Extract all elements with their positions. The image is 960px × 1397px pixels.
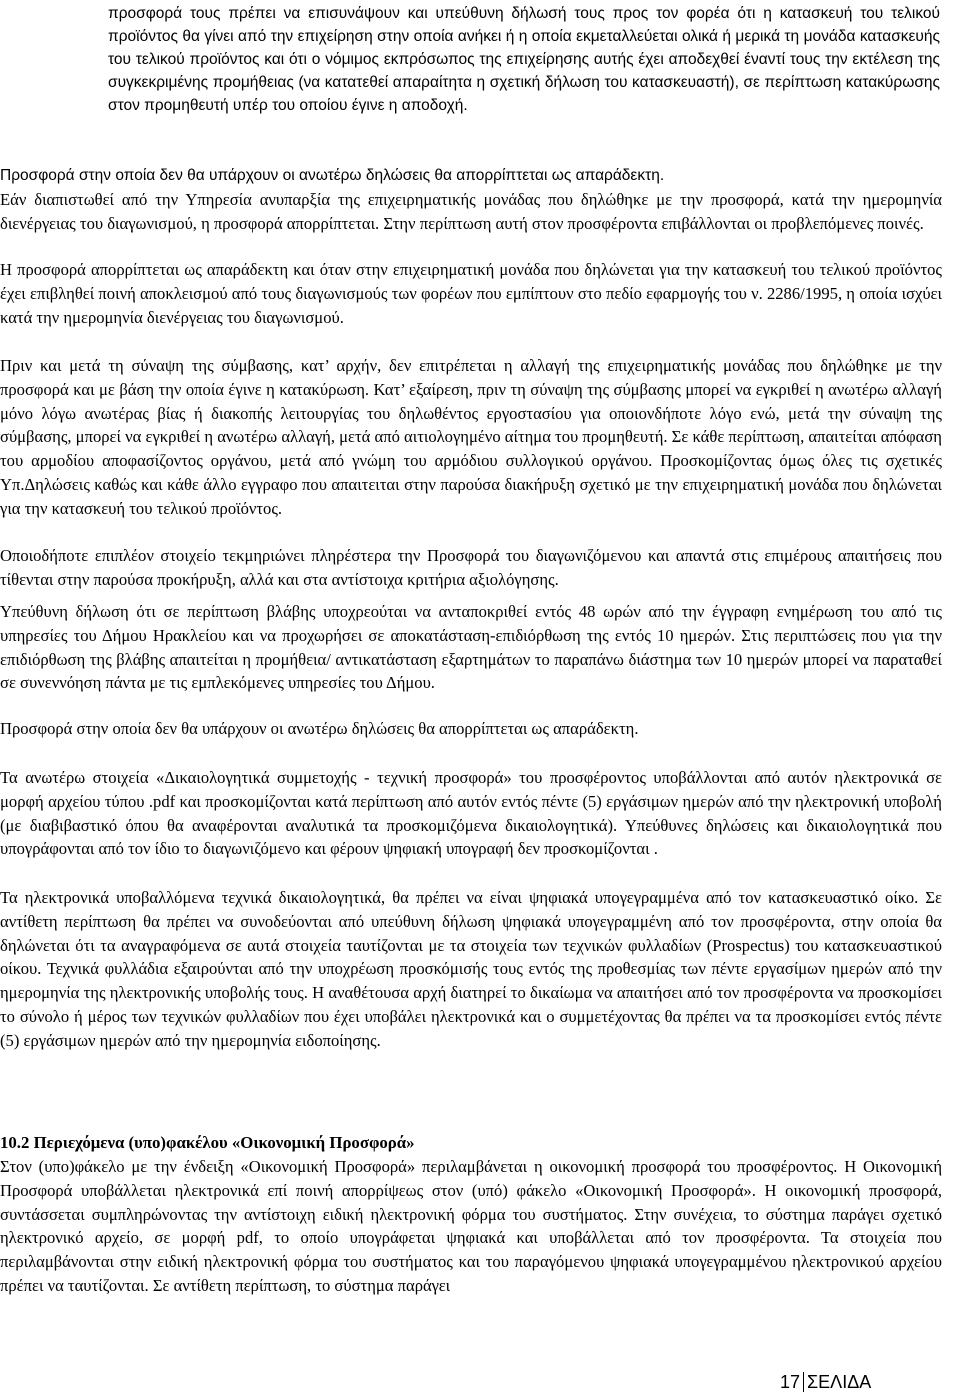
unit-change-paragraph: Πριν και μετά τη σύναψη της σύμβασης, κατ’ αρχήν, δεν επιτρέπεται η αλλαγή της επιχειρηματικής μονάδας που δηλώθηκε με την προσφορά και με βάση την οποία έγινε η κατακύρωση. Κατ’ εξαίρεση, πριν τη σύναψη της σύμβασης μπορεί να εγκριθεί η ανωτέρω αλλαγή μόνο λόγω ανωτέρας βίας ή διακοπής λειτουργίας του δηλωθέντος εργοστασίου για οποιονδήποτε λόγο ενώ, μετά την σύναψη της σύμβασης, μπορεί να εγκριθεί η ανωτέρω αλλαγή, μετά από αιτιολογημένο αίτημα του προμηθευτή. Σε κάθε περίπτωση, απαιτείται απόφαση του αρμοδίου αποφασίζοντος οργάνου, μετά από γνώμη του αρμόδιου συλλογικού οργάνου. Προσκομίζοντας όμως όλες τις σχετικές Υπ.Δηλώσεις καθώς και κάθε άλλο εγγραφο που απαιτειται στην παρούσα διακήρυξη σχετικό με την επιχειρηματική μονάδα που δηλώνεται για την κατασκευή του τελικού προϊόντος. <box>0 356 942 518</box>
unit-nonexistence-paragraph: Εάν διαπιστωθεί από την Υπηρεσία ανυπαρξία της επιχειρηματικής μονάδας που δηλώθηκε με την προσφορά, κατά την ημερομηνία διενέργειας του διαγωνισμού, η προσφορά απορρίπτεται. Στην περίπτωση αυτή στον προσφέροντα επιβάλλονται οι προβλεπόμενες ποινές. <box>0 190 942 233</box>
rejection-notice-paragraph: Προσφορά στην οποία δεν θα υπάρχουν οι ανωτέρω δηλώσεις θα απορρίπτεται ως απαράδεκτη. <box>0 167 665 184</box>
repair-declaration-paragraph: Υπεύθυνη δήλωση ότι σε περίπτωση βλάβης υποχρεούται να ανταποκριθεί εντός 48 ωρών από την έγγραφη ενημέρωση του από τις υπηρεσίες του Δήμου Ηρακλείου και να προχωρήσει σε αποκατάσταση-επιδιόρθωση της εντός 10 ημερών. Στις περιπτώσεις που για την επιδιόρθωση της βλάβης απαιτείται η προμήθεια/ αντικατάσταση εξαρτημάτων το παραπάνω διάστημα των 10 ημερών μπορεί να παραταθεί σε συνεννόηση πάντα με τις εμπλεκόμενες υπηρεσίες του Δήμου. <box>0 602 942 693</box>
footer-divider <box>803 1372 804 1392</box>
rejection-notice-paragraph-2: Προσφορά στην οποία δεν θα υπάρχουν οι ανωτέρω δηλώσεις θα απορρίπτεται ως απαράδεκτη. <box>0 719 639 738</box>
technical-documents-paragraph: Τα ηλεκτρονικά υποβαλλόμενα τεχνικά δικαιολογητικά, θα πρέπει να είναι ψηφιακά υπογεγραμμένα από τον κατασκευαστικό οίκο. Σε αντίθετη περίπτωση θα πρέπει να συνοδεύονται από υπεύθυνη δήλωση ψηφιακά υπογεγραμμένη από τον προσφέροντα, στην οποία θα δηλώνεται ότι τα αναγραφόμενα σε αυτά στοιχεία ταυτίζονται με τα στοιχεία των τεχνικών φυλλαδίων (Prospectus) του κατασκευαστικού οίκου. Τεχνικά φυλλάδια εξαιρούνται από την υποχρέωση προσκόμισής τους εντός της προθεσμίας των πέντε εργασίμων ημερών από την ημερομηνία της ηλεκτρονικής υποβολής τους. Η αναθέτουσα αρχή διατηρεί το δικαίωμα να απαιτήσει από τον προσφέροντα να προσκομίσει το σύνολο ή μέρος των τεχνικών φυλλαδίων που έχει υποβάλει ηλεκτρονικά και ο συμμετέχοντας θα πρέπει να τα προσκομίσει εντός πέντε (5) εργάσιμων ημερών από την ημερομηνία ειδοποίησης. <box>0 888 942 1050</box>
section-heading: 10.2 Περιεχόμενα (υπο)φακέλου «Οικονομική Προσφορά» <box>0 1133 415 1152</box>
intro-paragraph: προσφορά τους πρέπει να επισυνάψουν και υπεύθυνη δήλωσή τους προς τον φορέα ότι η κατασκευή του τελικού προϊόντος θα γίνει από την επιχείρηση στην οποία ανήκει ή η οποία εκμεταλλεύεται ολικά ή μερικά τη μονάδα κατασκευής του τελικού προϊόντος και ότι ο νόμιμος εκπρόσωπος της επιχείρησης αυτής έχει αποδεχθεί έναντί τους την εκτέλεση της συγκεκριμένης προμήθειας (να κατατεθεί απαραίτητα η σχετική δήλωση του κατασκευαστή), σε περίπτωση κατακύρωσης στον προμηθευτή υπέρ του οποίου έγινε η αποδοχή. <box>108 5 940 114</box>
financial-offer-paragraph: Στον (υπο)φάκελο με την ένδειξη «Οικονομική Προσφορά» περιλαμβάνεται η οικονομική προσφορά του προσφέροντος. Η Οικονομική Προσφορά υποβάλλεται ηλεκτρονικά επί ποινή απορρίψεως στον (υπό) φάκελο «Οικονομική Προσφορά». Η οικονομική προσφορά, συντάσσεται συμπληρώνοντας την αντίστοιχη ειδική ηλεκτρονική φόρμα του συστήματος. Στην συνέχεια, το σύστημα παράγει σχετικό ηλεκτρονικό αρχείο, σε μορφή pdf, το οποίο υπογράφεται ψηφιακά και υποβάλλεται από τον προσφέροντα. Τα στοιχεία που περιλαμβάνονται στην ειδική ηλεκτρονική φόρμα του συστήματος και του παραγόμενου ψηφιακά υπογεγραμμένου ηλεκτρονικού αρχείου πρέπει να ταυτίζονται. Σε αντίθετη περίπτωση, το σύστημα παράγει <box>0 1157 942 1295</box>
electronic-submission-paragraph: Τα ανωτέρω στοιχεία «Δικαιολογητικά συμμετοχής - τεχνική προσφορά» του προσφέροντος υποβάλλονται από αυτόν ηλεκτρονικά σε μορφή αρχείου τύπου .pdf και προσκομίζονται κατά περίπτωση από αυτόν εντός πέντε (5) εργάσιμων ημερών από την ηλεκτρονική υποβολή (με διαβιβαστικό όπου θα αναφέρονται αναλυτικά τα προσκομιζόμενα δικαιολογητικά). Υπεύθυνες δηλώσεις και δικαιολογητικά που υπογράφονται από τον ίδιο το διαγωνιζόμενο και φέρουν ψηφιακή υπογραφή δεν προσκομίζονται . <box>0 768 942 859</box>
page-label: ΣΕΛΙΔΑ <box>807 1372 872 1392</box>
additional-evidence-paragraph: Οποιοδήποτε επιπλέον στοιχείο τεκμηριώνει πληρέστερα την Προσφορά του διαγωνιζόμενου και απαντά στις επιμέρους απαιτήσεις που τίθενται στην παρούσα προκήρυξη, αλλά και στα αντίστοιχα κριτήρια αξιολόγησης. <box>0 546 942 589</box>
page-footer <box>780 1372 871 1392</box>
exclusion-penalty-paragraph: Η προσφορά απορρίπτεται ως απαράδεκτη και όταν στην επιχειρηματική μονάδα που δηλώνεται για την κατασκευή του τελικού προϊόντος έχει επιβληθεί ποινή αποκλεισμού από τους διαγωνισμούς των φορέων που εμπίπτουν στο πεδίο εφαρμογής του ν. 2286/1995, η οποία ισχύει κατά την ημερομηνία διενέργειας του διαγωνισμού. <box>0 260 942 327</box>
page-number: 17 <box>780 1372 801 1392</box>
